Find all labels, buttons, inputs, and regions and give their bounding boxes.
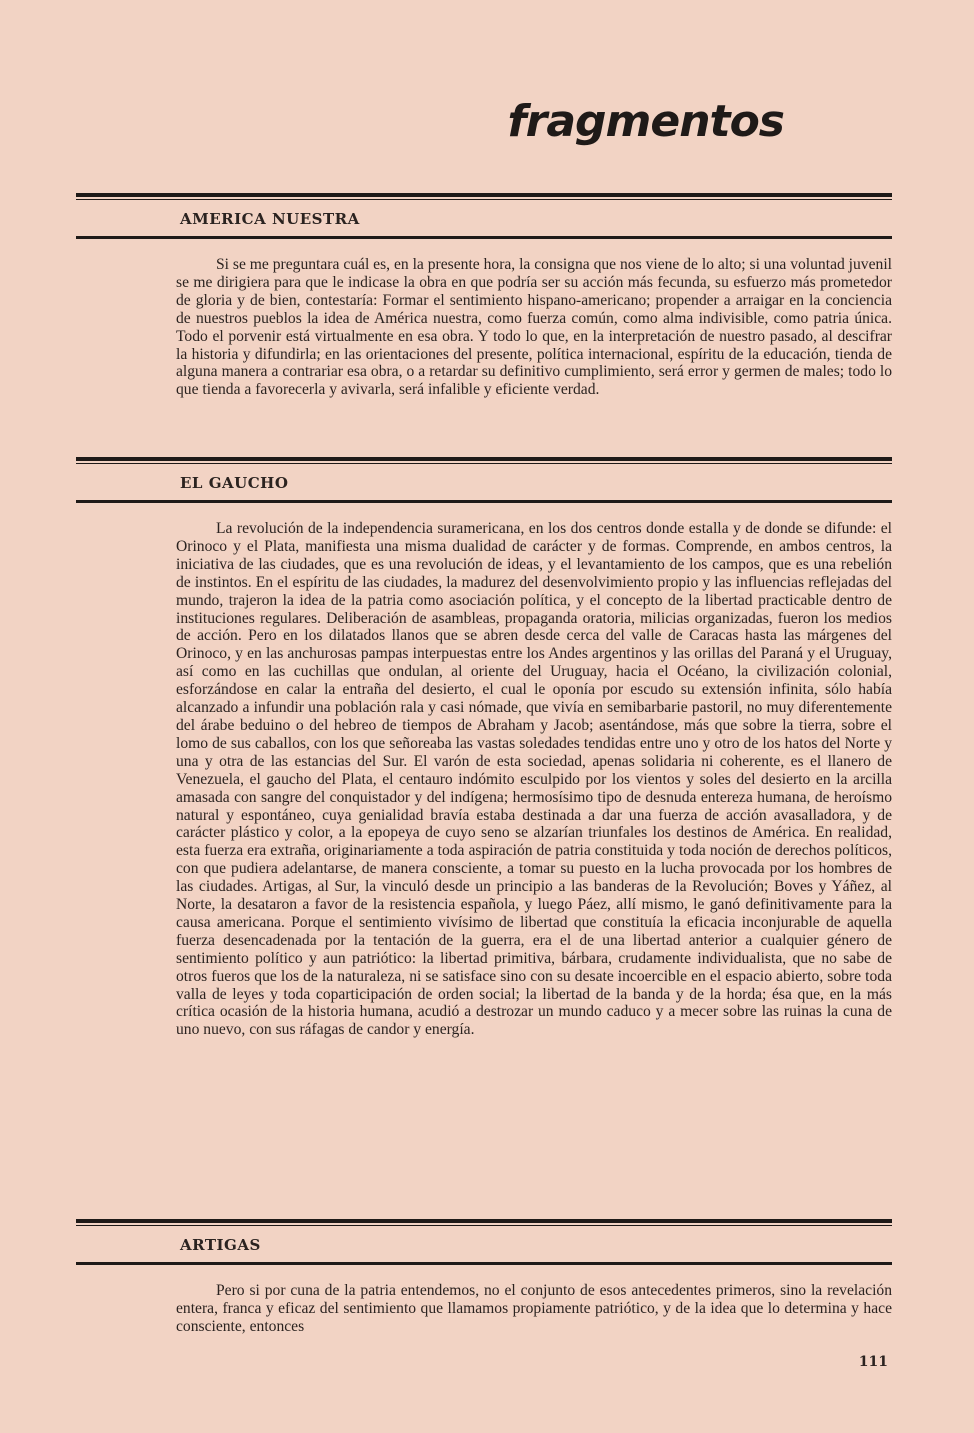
section-rule-bottom — [76, 500, 892, 503]
section-america-nuestra — [176, 193, 892, 399]
section-heading: EL GAUCHO — [180, 474, 289, 492]
section-body-text: Pero si por cuna de la patria entendemos, no el conjunto de esos antecedentes primeros, sino la revelación entera, franca y eficaz del sentimiento que llamamos propiamente patriótico, y de la idea que lo determina y hace consciente, entonces — [176, 1282, 892, 1335]
section-heading: ARTIGAS — [180, 1236, 261, 1254]
section-rule-bottom — [76, 236, 892, 239]
section-body-text: Si se me preguntara cuál es, en la presente hora, la consigna que nos viene de lo alto; si una voluntad juvenil se me dirigiera para que le indicase la obra en que podría ser su acción más fecunda, su esfuerzo más prometedor de gloria y de bien, contestaría: Formar el sentimiento hispano-americano; propender a arraigar en la conciencia de nuestros pueblos la idea de América nuestra, como fuerza común, como alma indivisible, como patria única. Todo el porvenir está virtualmente en esa obra. Y todo lo que, en la interpretación de nuestro pasado, al descifrar la historia y difundirla; en las orientaciones del presente, política internacional, espíritu de la educación, tienda de alguna manera a contrariar esa obra, o a retardar su definitivo cumplimiento, será error y germen de males; todo lo que tienda a favorecerla y avivarla, será infalible y eficiente verdad. — [176, 256, 892, 399]
section-rule-top — [76, 457, 892, 464]
section-heading: AMERICA NUESTRA — [180, 210, 360, 228]
section-rule-bottom — [76, 1262, 892, 1265]
section-body-text: La revolución de la independencia suramericana, en los dos centros donde estalla y de donde se difunde: el Orinoco y el Plata, manifiesta una misma dualidad de carácter y de formas. Comprende, en ambos centros, la iniciativa de las ciudades, que es una revolución de ideas, y el levantamiento de los campos, que es una rebelión de instintos. En el espíritu de las ciudades, la madurez del desenvolvimiento propio y las influencias reflejadas del mundo, trajeron la idea de la patria como asociación política, y el concepto de la libertad practicable dentro de instituciones regulares. Deliberación de asambleas, propaganda oratoria, milicias organizadas, fueron los medios de acción. Pero en los dilatados llanos que se abren desde cerca del valle de Caracas hasta las márgenes del Orinoco, y en las anchurosas pampas interpuestas entre los Andes argentinos y las orillas del Paraná y el Uruguay, así como en las cuchillas que ondulan, al oriente del Uruguay, hacia el Océano, la civilización colonial, esforzándose en calar la entraña del desierto, el cual le oponía por escudo su extensión infinita, sólo había alcanzado a infundir una población rala y casi nómade, que vivía en semibarbarie pastoril, no muy diferentemente del árabe beduino o del hebreo de tiempos de Abraham y Jacob; asentándose, más que sobre la tierra, sobre el lomo de sus caballos, con los que señoreaba las vastas soledades tendidas entre uno y otro de los hatos del Norte y una y otra de las estancias del Sur. El varón de esta sociedad, apenas solidaria ni coherente, es el llanero de Venezuela, el gaucho del Plata, el centauro indómito esculpido por los vientos y soles del desierto en la arcilla amasada con sangre del conquistador y del indígena; hermosísimo tipo de desnuda entereza humana, de heroísmo natural y espontáneo, cuya genialidad bravía estaba destinada a dar una fuerza de acción avasalladora, y de carácter plástico y color, a la epopeya de cuyo seno se alzarían triunfales los destinos de América. En realidad, esta fuerza era extraña, originariamente a toda aspiración de patria constituida y toda noción de derechos políticos, con que pudiera adelantarse, de manera consciente, a tomar su puesto en la lucha provocada por los hombres de las ciudades. Artigas, al Sur, la vinculó desde un principio a las banderas de la Revolución; Boves y Yáñez, al Norte, la desataron a favor de la resistencia española, y luego Páez, allí mismo, le ganó definitivamente para la causa americana. Porque el sentimiento vivísimo de libertad que constituía la eficacia inconjurable de aquella fuerza desencadenada por la tentación de la guerra, era el de una libertad anterior a cualquier género de sentimiento político y aun patriótico: la libertad primitiva, bárbara, crudamente individualista, que no sabe de otros fueros que los de la naturaleza, ni se satisface sino con su desate incoercible en el espacio abierto, sobre toda valla de leyes y toda coparticipación de orden social; la libertad de la banda y de la horda; ésa que, en la más crítica ocasión de la historia humana, acudió a destrozar un mundo caduco y a mecer sobre las ruinas la cuna de uno nuevo, con sus ráfagas de candor y energía. — [176, 520, 892, 1039]
section-el-gaucho — [176, 457, 892, 1039]
section-rule-top — [76, 1219, 892, 1226]
section-rule-top — [76, 193, 892, 200]
section-artigas — [176, 1219, 892, 1336]
page-title: fragmentos — [507, 96, 784, 147]
page-number: 111 — [858, 1354, 888, 1370]
